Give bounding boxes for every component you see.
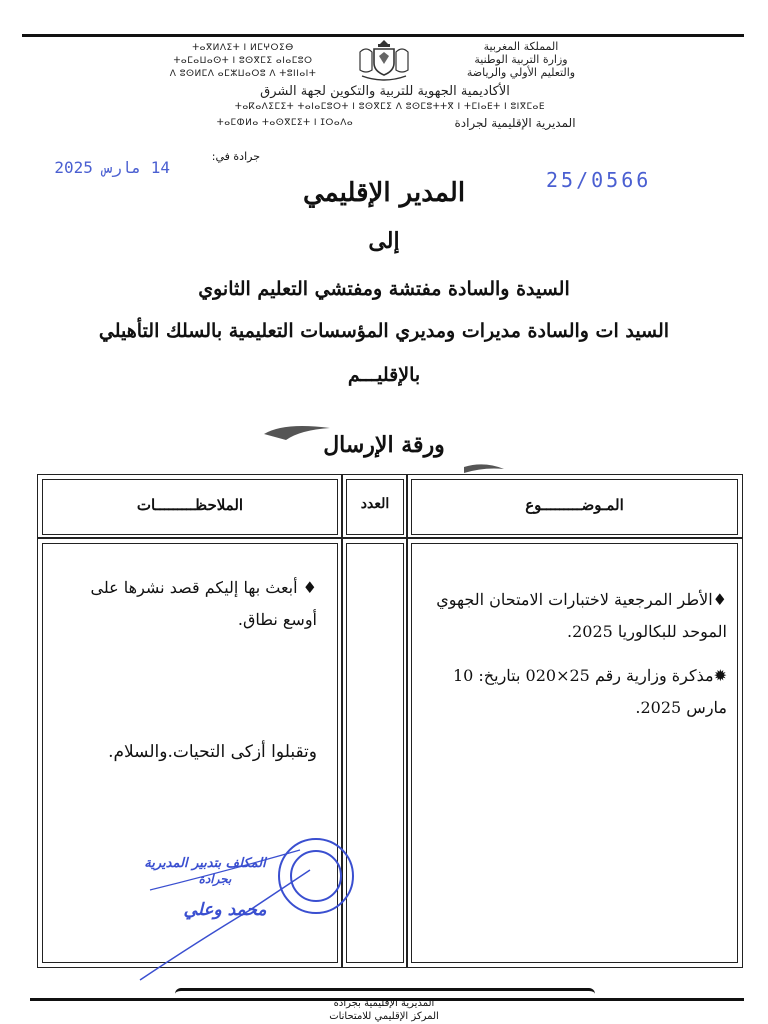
signature-name: محمد وعلي — [183, 900, 267, 920]
document-type-title: ورقة الإرسال — [323, 432, 445, 458]
coat-of-arms-emblem — [352, 36, 416, 82]
header-notes: الملاحظـــــــــات — [136, 496, 244, 514]
subject-item-1: ♦الأطر المرجعية لاختبارات الامتحان الجهوي الموحد للبكالوريا 2025. — [436, 590, 727, 641]
notes-text-2: وتقبلوا أزكى التحيات.والسلام. — [108, 742, 317, 762]
header-count-cell — [346, 479, 404, 535]
academy-tifinagh: ⵜⴰⴽⴰⴷⵉⵎⵉⵜ ⵜⴰⵏⴰⵎⵓⵔⵜ ⵏ ⵓⵙⴳⵎⵉ ⴷ ⵓⵙⵎⵓⵜⵜⴳ ⵏ ⵜⵎⵏⴰⴹⵜ ⵏ ⵓⵏⴳⵎⴰⴹ — [234, 102, 546, 112]
header-left-line-1: ⵜⴰⴳⵍⴷⵉⵜ ⵏ ⵍⵎⵖⵔⵉⴱ — [192, 43, 294, 53]
header-notes-cell — [42, 479, 338, 535]
header-count: العدد — [360, 496, 390, 512]
reference-number: 25/0566 — [546, 168, 652, 192]
handwritten-signature — [110, 830, 360, 990]
notes-text-1: ♦ أبعث بها إليكم قصد نشرها على أوسع نطاق. — [90, 578, 317, 629]
directorate-tifinagh: ⵜⴰⵎⵀⵍⴰ ⵜⴰⵙⴳⵎⵉⵜ ⵏ ⵊⵔⴰⴷⴰ — [216, 118, 354, 128]
header-right-line-2: وزارة التربية الوطنية — [474, 53, 568, 66]
date-stamp: 14 مارس 2025 — [54, 158, 170, 177]
recipient-line-1: السيدة والسادة مفتشة ومفتشي التعليم الثانوي — [198, 278, 570, 300]
footer-line-1: المديرية الإقليمية بجرادة — [333, 998, 435, 1009]
subject-cell — [411, 543, 738, 963]
signature-city: بجرادة — [198, 872, 232, 886]
header-left-block — [168, 42, 318, 81]
decorative-swoosh-right — [462, 460, 506, 474]
recipient-line-2: السيد ات والسادة مديرات ومديري المؤسسات التعليمية بالسلك التأهيلي — [98, 320, 670, 342]
header-divider — [38, 537, 742, 539]
footer-line-2: المركز الإقليمي للامتحانات — [329, 1011, 439, 1022]
header-subject: المـوضـــــــــوع — [525, 496, 624, 514]
column-divider-2 — [406, 475, 408, 967]
academy-arabic: الأكاديمية الجهوية للتربية والتكوين لجهة الشرق — [260, 84, 510, 99]
title-to: إلى — [368, 228, 400, 254]
header-left-line-3: ⴷ ⵓⵙⵍⵎⴷ ⴰⵎⵣⵡⴰⵔⵓ ⴷ ⵜⵓⵏⵏⴰⵏⵜ — [169, 69, 317, 79]
place-label: جرادة في: — [211, 150, 260, 163]
header-right-line-3: والتعليم الأولي والرياضة — [466, 66, 576, 79]
title-from: المدير الإقليمي — [302, 178, 466, 208]
header-left-line-2: ⵜⴰⵎⴰⵡⴰⵙⵜ ⵏ ⵓⵙⴳⵎⵉ ⴰⵏⴰⵎⵓⵔ — [173, 56, 313, 66]
directorate-arabic: المديرية الإقليمية لجرادة — [454, 116, 576, 130]
subject-item-2: ✹مذكرة وزارية رقم 25×020 بتاريخ: 10 مارس 2025. — [452, 666, 727, 717]
header-right-block — [446, 40, 596, 79]
header-right-line-1: المملكة المغربية — [483, 40, 559, 53]
header-subject-cell — [411, 479, 738, 535]
signature-title: المكلف بتدبير المديرية — [144, 856, 266, 871]
recipient-line-3: بالإقليـــم — [347, 364, 421, 386]
